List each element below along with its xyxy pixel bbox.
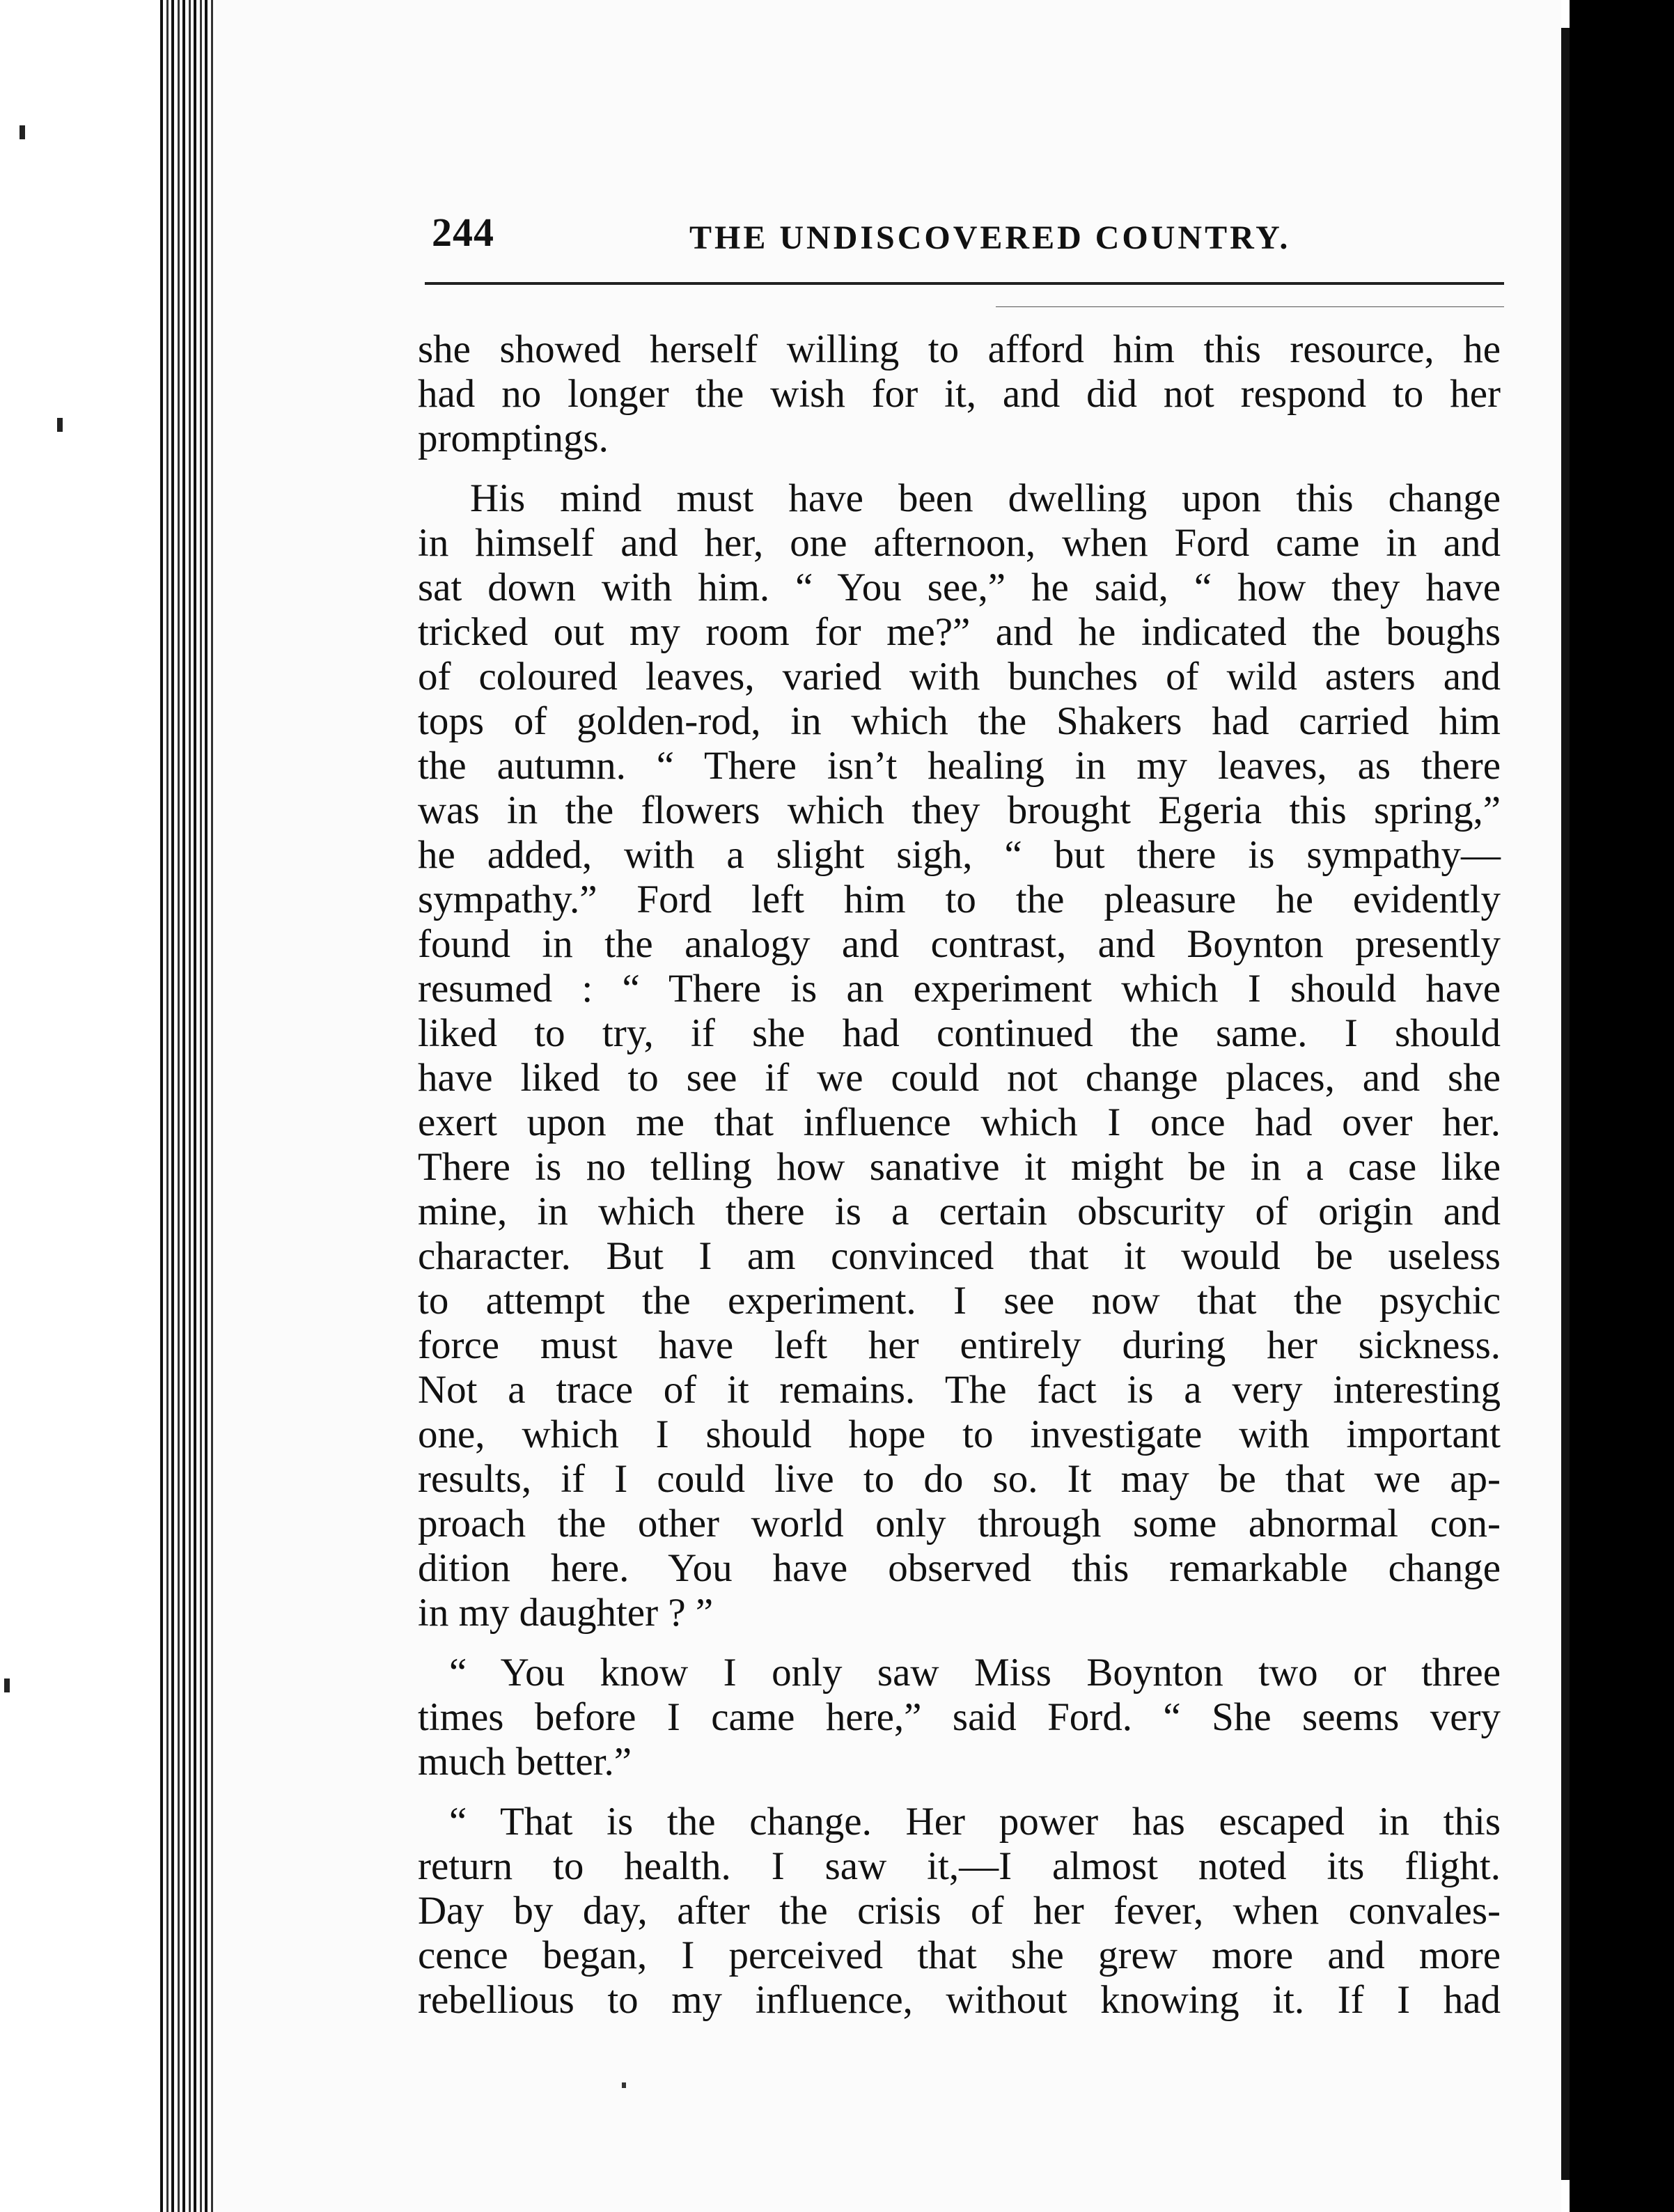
text-line: in himself and her, one afternoon, when Ford came in and [418, 521, 1501, 565]
text-line: found in the analogy and contrast, and Boynton presently [418, 922, 1501, 966]
left-margin [0, 0, 160, 2212]
text-line: “ You know I only saw Miss Boynton two or three [449, 1651, 1501, 1695]
margin-speck [57, 418, 63, 432]
text-line: “ That is the change. Her power has escaped in this [449, 1800, 1501, 1844]
text-line: There is no telling how sanative it might be in a case like [418, 1145, 1501, 1189]
text-line: exert upon me that influence which I once had over her. [418, 1100, 1501, 1144]
text-line: sat down with him. “ You see,” he said, “ how they have [418, 566, 1501, 609]
text-line: proach the other world only through some abnormal con- [418, 1502, 1501, 1545]
text-line: Not a trace of it remains. The fact is a very interesting [418, 1368, 1501, 1412]
paragraph [418, 476, 1501, 1635]
page-header [432, 209, 1515, 265]
text-line: cence began, I perceived that she grew more and more [418, 1933, 1501, 1977]
text-line: the autumn. “ There isn’t healing in my leaves, as there [418, 744, 1501, 788]
text-line: he added, with a slight sigh, “ but there is sympathy— [418, 833, 1501, 877]
text-line: resumed : “ There is an experiment which I should have [418, 967, 1501, 1011]
text-line: His mind must have been dwelling upon this change [470, 476, 1501, 520]
text-line: to attempt the experiment. I see now that the psychic [418, 1279, 1501, 1323]
text-line: return to health. I saw it,—I almost noted its flight. [418, 1844, 1501, 1888]
text-line: times before I came here,” said Ford. “ She seems very [418, 1695, 1501, 1739]
text-line: of coloured leaves, varied with bunches of wild asters and [418, 655, 1501, 699]
text-line: she showed herself willing to afford him this resource, he [418, 327, 1501, 371]
margin-speck [19, 125, 25, 139]
right-page-edge [1561, 28, 1570, 2180]
text-line: liked to try, if she had continued the same. I should [418, 1011, 1501, 1055]
page-speck [622, 2082, 626, 2088]
text-line: one, which I should hope to investigate with important [418, 1412, 1501, 1456]
text-line: had no longer the wish for it, and did not respond to her [418, 372, 1501, 416]
text-line: tops of golden-rod, in which the Shakers had carried him [418, 699, 1501, 743]
text-line: Day by day, after the crisis of her fever, when convales- [418, 1889, 1501, 1933]
text-line: promptings. [418, 416, 609, 460]
paragraph [418, 1651, 1501, 1784]
text-line: sympathy.” Ford left him to the pleasure he evidently [418, 878, 1501, 921]
running-head: THE UNDISCOVERED COUNTRY. [689, 219, 1291, 256]
text-line: rebellious to my influence, without knowing it. If I had [418, 1978, 1501, 2022]
margin-speck [4, 1679, 10, 1692]
text-line: in my daughter ? ” [418, 1591, 714, 1635]
header-rule-secondary [996, 306, 1504, 307]
text-line: tricked out my room for me?” and he indicated the boughs [418, 610, 1501, 654]
book-binding-edge [160, 0, 216, 2212]
text-line: force must have left her entirely during her sickness. [418, 1323, 1501, 1367]
text-line: have liked to see if we could not change places, and she [418, 1056, 1501, 1100]
text-line: mine, in which there is a certain obscurity of origin and [418, 1190, 1501, 1233]
text-line: was in the flowers which they brought Egeria this spring,” [418, 788, 1501, 832]
body-text [418, 327, 1501, 2023]
header-rule [425, 282, 1504, 285]
text-line: character. But I am convinced that it would be useless [418, 1234, 1501, 1278]
paragraph [418, 327, 1501, 461]
text-line: results, if I could live to do so. It may be that we ap- [418, 1457, 1501, 1501]
right-scan-border [1570, 0, 1674, 2212]
page-number: 244 [432, 210, 494, 255]
paragraph [418, 1800, 1501, 2023]
text-line: much better.” [418, 1740, 632, 1784]
text-line: dition here. You have observed this remarkable change [418, 1546, 1501, 1590]
